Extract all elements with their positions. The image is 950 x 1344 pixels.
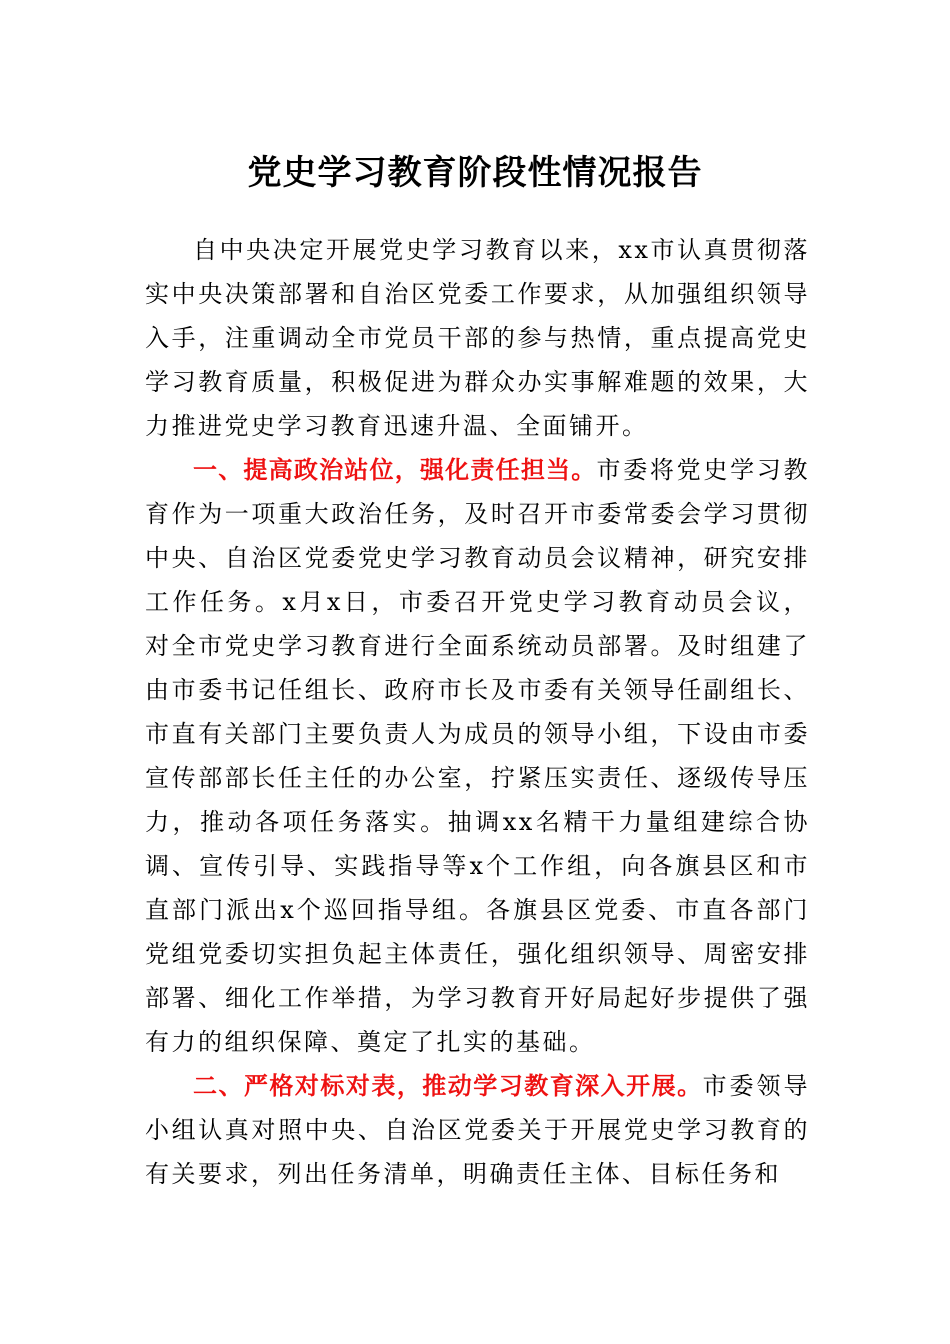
- section-heading: 一、提高政治站位，强化责任担当。: [193, 455, 597, 484]
- document-title: 党史学习教育阶段性情况报告: [247, 153, 703, 193]
- paragraph-intro: [145, 228, 810, 448]
- paragraph-text: 自中央决定开展党史学习教育以来，xx市认真贯彻落实中央决策部署和自治区党委工作要求，从加强组织领导入手，注重调动全市党员干部的参与热情，重点提高党史学习教育质量，积极促进为群众办实事解难题的效果，大力推进党史学习教育迅速升温、全面铺开。: [145, 236, 810, 440]
- paragraph-text: 市委将党史学习教育作为一项重大政治任务，及时召开市委常委会学习贯彻中央、自治区党委党史学习教育动员会议精神，研究安排工作任务。x月x日，市委召开党史学习教育动员会议，对全市党史学习教育进行全面系统动员部署。及时组建了由市委书记任组长、政府市长及市委有关领导任副组长、市直有关部门主要负责人为成员的领导小组，下设由市委宣传部部长任主任的办公室，拧紧压实责任、逐级传导压力，推动各项任务落实。抽调xx名精干力量组建综合协调、宣传引导、实践指导等x个工作组，向各旗县区和市直部门派出x个巡回指导组。各旗县区党委、市直各部门党组党委切实担负起主体责任，强化组织领导、周密安排部署、细化工作举措，为学习教育开好局起好步提供了强有力的组织保障、奠定了扎实的基础。: [145, 456, 811, 1056]
- paragraph-text: 市委领导小组认真对照中央、自治区党委关于开展党史学习教育的有关要求，列出任务清单，明确责任主体、目标任务和: [145, 1072, 811, 1188]
- paragraph-section-2: [145, 1064, 810, 1196]
- document-body: [145, 228, 810, 1196]
- paragraph-section-1: [145, 448, 810, 1064]
- section-heading: 二、严格对标对表，推动学习教育深入开展。: [193, 1071, 703, 1100]
